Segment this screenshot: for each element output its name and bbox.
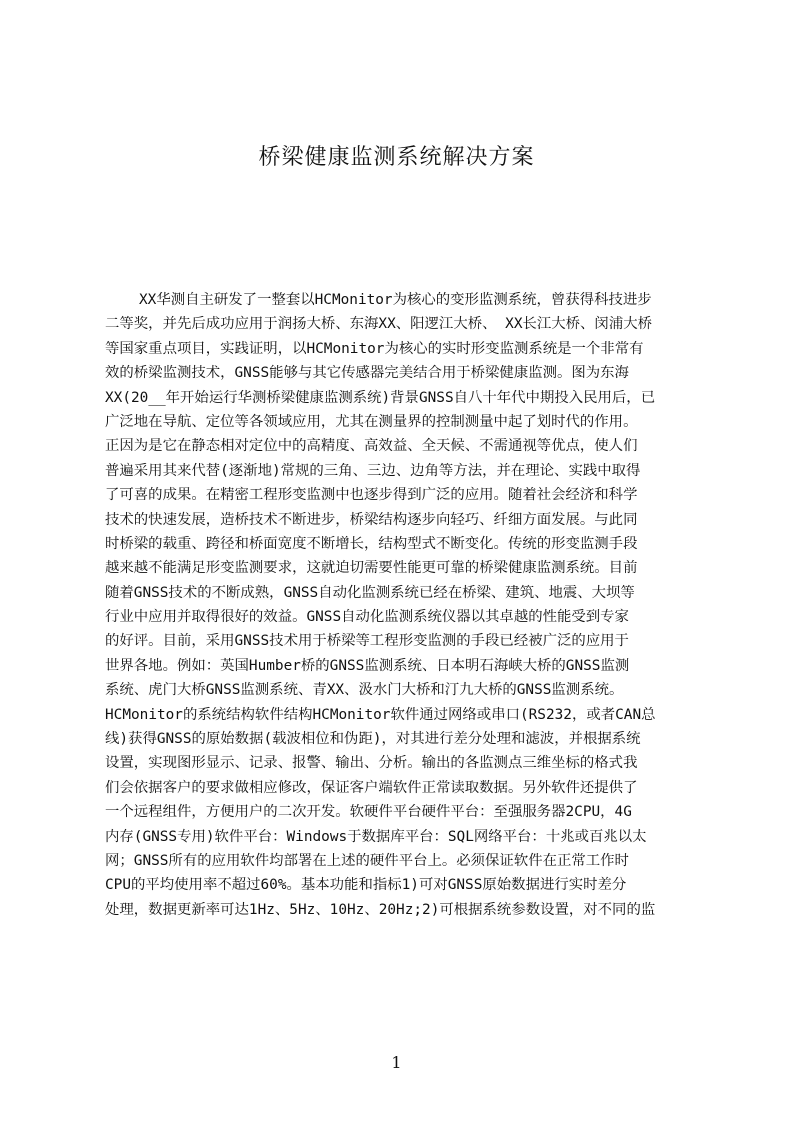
document-body [105, 288, 697, 922]
document-title: 桥梁健康监测系统解决方案 [258, 145, 535, 170]
body-line: 随着GNSS技术的不断成熟，GNSS自动化监测系统已经在桥梁、建筑、地震、大坝等 [105, 584, 635, 601]
body-line: CPU的平均使用率不超过60%。基本功能和指标1)可对GNSS原始数据进行实时差分 [105, 877, 627, 894]
body-line: 行业中应用并取得很好的效益。GNSS自动化监测系统仪器以其卓越的性能受到专家 [105, 609, 629, 626]
body-line: 普遍采用其来代替(逐渐地)常规的三角、三边、边角等方法，并在理论、实践中取得 [105, 462, 641, 479]
body-line: 正因为是它在静态相对定位中的高精度、高效益、全天候、不需通视等优点，使人们 [105, 438, 638, 455]
body-line: 效的桥梁监测技术，GNSS能够与其它传感器完美结合用于桥梁健康监测。图为东海 [105, 365, 629, 382]
body-line: 系统、虎门大桥GNSS监测系统、青XX、汲水门大桥和汀九大桥的GNSS监测系统。 [105, 682, 624, 699]
body-line: 世界各地。例如：英国Humber桥的GNSS监测系统、日本明石海峡大桥的GNSS监测 [105, 657, 630, 674]
body-line: 网；GNSS所有的应用软件均部署在上述的硬件平台上。必须保证软件在正常工作时 [105, 852, 629, 869]
body-line: HCMonitor的系统结构软件结构HCMonitor软件通过网络或串口(RS232，或者CAN总 [105, 706, 656, 723]
body-line: 内存(GNSS专用)软件平台：Windows于数据库平台：SQL网络平台：十兆或百兆以太 [105, 828, 647, 845]
body-line: 时桥梁的载重、跨径和桥面宽度不断增长，结构型式不断变化。传统的形变监测手段 [105, 535, 638, 552]
body-line: XX(20__年开始运行华测桥梁健康监测系统)背景GNSS自八十年代中期投入民用后，已 [105, 389, 656, 406]
page-number: 1 [391, 1053, 402, 1072]
body-line: 广泛地在导航、定位等各领域应用，尤其在测量界的控制测量中起了划时代的作用。 [105, 413, 638, 430]
body-line: 们会依据客户的要求做相应修改，保证客户端软件正常读取数据。另外软件还提供了 [105, 779, 638, 796]
body-line: 技术的快速发展，造桥技术不断进步，桥梁结构逐步向轻巧、纤细方面发展。与此同 [105, 511, 638, 528]
body-line: XX华测自主研发了一整套以HCMonitor为核心的变形监测系统，曾获得科技进步 [139, 292, 652, 308]
body-line: 处理，数据更新率可达1Hz、5Hz、10Hz、20Hz;2)可根据系统参数设置，对不同的监 [105, 901, 656, 918]
body-line: 一个远程组件，方便用户的二次开发。软硬件平台硬件平台：至强服务器2CPU，4G [105, 804, 632, 821]
body-line: 了可喜的成果。在精密工程形变监测中也逐步得到广泛的应用。随着社会经济和科学 [105, 487, 638, 504]
body-line: 线)获得GNSS的原始数据(载波相位和伪距)，对其进行差分处理和滤波，并根据系统 [105, 731, 641, 748]
body-line: 设置，实现图形显示、记录、报警、输出、分析。输出的各监测点三维坐标的格式我 [105, 755, 638, 772]
body-line: 越来越不能满足形变监测要求，这就迫切需要性能更可靠的桥梁健康监测系统。目前 [105, 560, 638, 577]
body-line: 的好评。目前，采用GNSS技术用于桥梁等工程形变监测的手段已经被广泛的应用于 [105, 633, 629, 650]
body-line: 二等奖，并先后成功应用于润扬大桥、东海XX、阳逻江大桥、 XX长江大桥、闵浦大桥 [105, 316, 652, 333]
body-line: 等国家重点项目，实践证明，以HCMonitor为核心的实时形变监测系统是一个非常有 [105, 340, 644, 357]
